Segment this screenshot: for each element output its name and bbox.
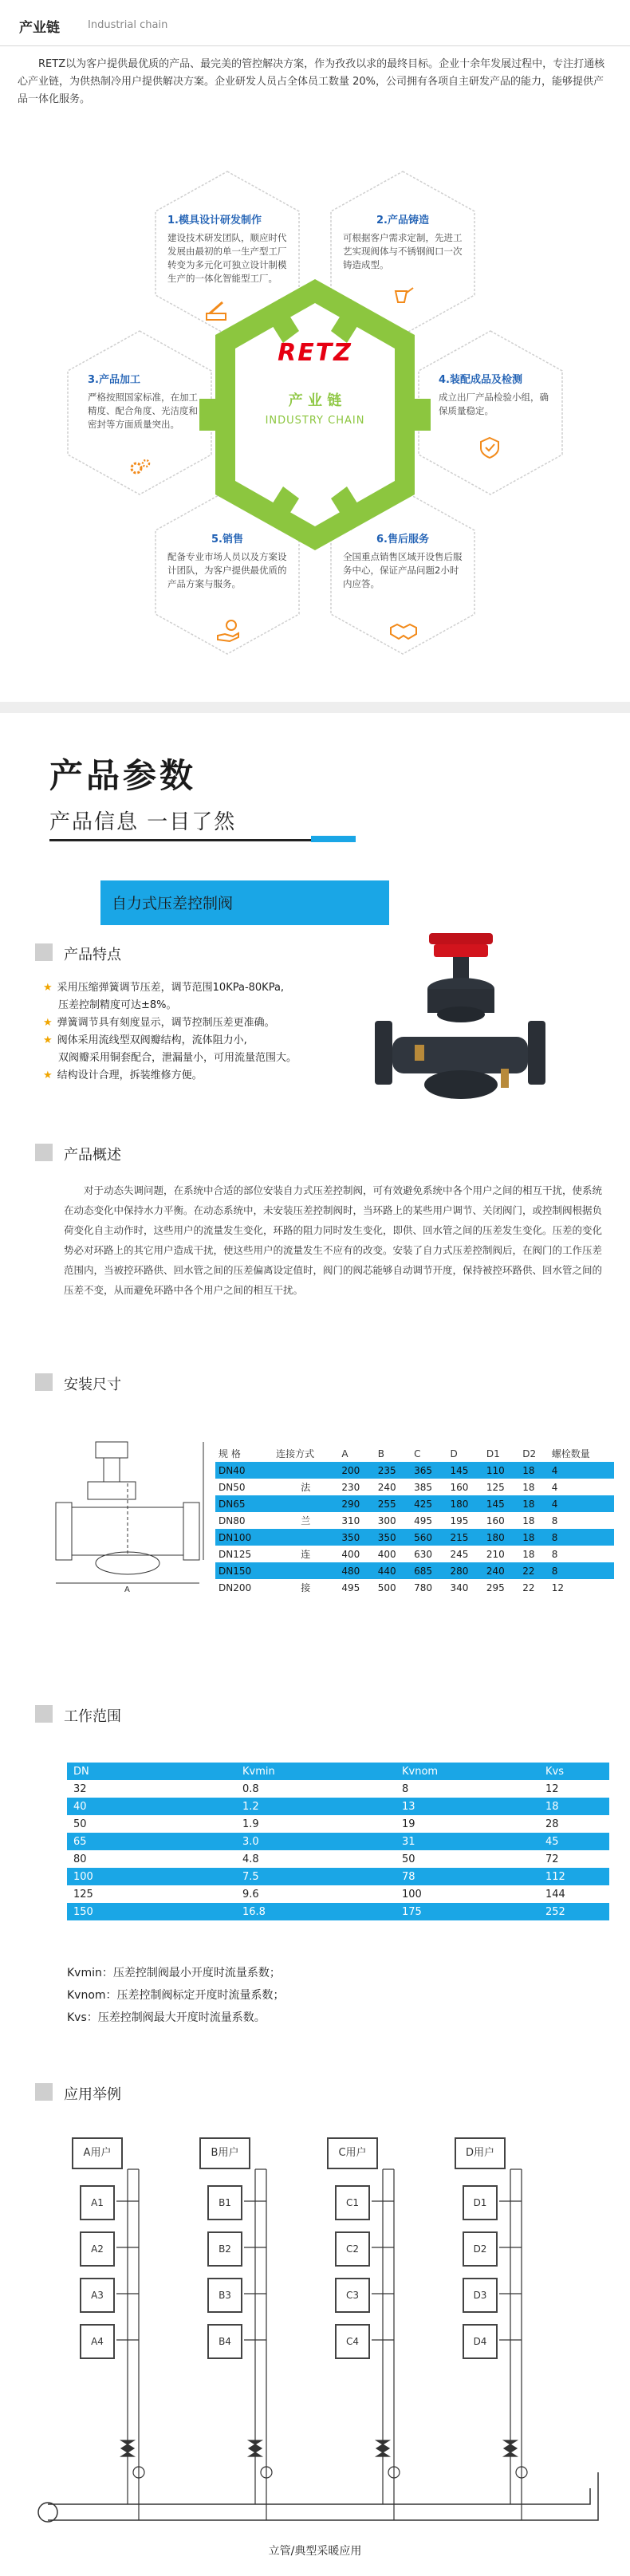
table-cell: 72 [545, 1850, 609, 1868]
table-row [215, 1529, 614, 1546]
table-row [215, 1546, 614, 1562]
table-cell: 0.8 [242, 1780, 402, 1798]
card-title: 6.售后服务 [376, 534, 429, 546]
table-cell: 4 [549, 1495, 614, 1512]
section-marker [35, 1705, 53, 1723]
table-cell: 45 [545, 1833, 609, 1850]
table-cell: 144 [545, 1885, 609, 1903]
user-unit-box: A1 [80, 2185, 115, 2220]
table-cell: 240 [483, 1562, 519, 1579]
user-unit-box: D2 [463, 2231, 498, 2267]
header-title: 产业链 [19, 20, 60, 36]
user-unit-box: C3 [335, 2278, 370, 2313]
table-row [67, 1780, 609, 1798]
table-row [67, 1815, 609, 1833]
user-unit-box: C4 [335, 2324, 370, 2359]
table-cell: 200 [338, 1462, 374, 1479]
table-cell: 8 [549, 1512, 614, 1529]
table-cell: 300 [375, 1512, 411, 1529]
table-cell: 1.2 [242, 1798, 402, 1815]
column-header: Kvnom [402, 1763, 545, 1780]
table-cell: 22 [519, 1562, 549, 1579]
column-header: 螺栓数量 [551, 1448, 590, 1459]
table-cell: 8 [402, 1780, 545, 1798]
table-cell: 100 [402, 1885, 545, 1903]
table-cell: 175 [402, 1903, 545, 1920]
card-text: 可根据客户需求定制，先进工艺实现阀体与不锈钢阀口一次铸造成型。 [343, 232, 463, 270]
connection-cell: 法 [273, 1479, 338, 1495]
card-text: 全国重点销售区域开设售后服务中心，保证产品问题2小时内应答。 [343, 551, 463, 589]
table-cell: 12 [545, 1780, 609, 1798]
connection-cell [273, 1529, 338, 1546]
hand-coin-icon [215, 618, 241, 644]
table-cell: DN80 [215, 1512, 273, 1529]
work-range-table [67, 1763, 609, 1920]
table-row [215, 1479, 614, 1495]
pipe-network [32, 2121, 606, 2536]
column-header: Kvmin [242, 1763, 402, 1780]
connection-cell: 连 [273, 1546, 338, 1562]
table-cell: 230 [338, 1479, 374, 1495]
table-cell: 7.5 [242, 1868, 402, 1885]
application-diagram [32, 2121, 606, 2536]
note-kvmin: Kvmin：压差控制阀最小开度时流量系数； [67, 1967, 281, 1979]
intro-paragraph: RETZ以为客户提供最优质的产品、最完美的管控解决方案，作为孜孜以求的最终目标。企业十余年发展过程中，专注打通核心产业链，为供热制冷用户提供解决方案。企业研发人员占全体员工数量 20%，公司拥有各项自主研发产品的能力，能够提供产品一体化服务。 [18, 58, 605, 105]
column-header: A [341, 1448, 348, 1459]
features-heading: 产品特点 [64, 947, 121, 963]
install-heading: 安装尺寸 [64, 1377, 121, 1393]
user-unit-box: B4 [207, 2324, 242, 2359]
table-cell: 9.6 [242, 1885, 402, 1903]
overview-text: 对于动态失调问题，在系统中合适的部位安装自力式压差控制阀，可有效避免系统中各个用户之间的相互干扰，使系统在动态变化中保持水力平衡。在动态系统中，未安装压差控制阀时，当环路上的某些用户调节、关闭阀门，或控制阀根据负荷变化自主动作时，这些用户的流量发生变化，环路的阻力同时发生变化，即供、回水管之间的压差发生变化。压差的变化势必对环路上的其它用户造成干扰，使这些用户的流量发生不应有的改变。安装了自力式压差控制阀后，在阀门的工作压差范围内，当被控环路供、回水管之间的压差偏离设定值时，阀门的阀芯能够自动调节开度，保持被控环路供、回水管之间的压差不变，从而避免环路中各个用户之间的相互干扰。 [64, 1184, 603, 1296]
table-cell: DN150 [215, 1562, 273, 1579]
user-unit-box: A2 [80, 2231, 115, 2267]
star-icon: ★ [43, 1069, 53, 1081]
casting-ladle-icon [391, 283, 416, 309]
column-header: Kvs [545, 1763, 609, 1780]
table-cell: 19 [402, 1815, 545, 1833]
table-cell: 3.0 [242, 1833, 402, 1850]
user-unit-box: D3 [463, 2278, 498, 2313]
column-header: 规 格 [219, 1448, 241, 1459]
note-kvs: Kvs：压差控制阀最大开度时流量系数。 [67, 2011, 266, 2024]
table-row [67, 1903, 609, 1920]
section-marker [35, 1373, 53, 1391]
valve-symbol [121, 2440, 134, 2456]
product-image [367, 925, 558, 1125]
table-cell: 4 [549, 1462, 614, 1479]
table-cell: 18 [519, 1512, 549, 1529]
table-cell: 500 [375, 1579, 411, 1596]
user-title: B用户 [199, 2137, 250, 2169]
section-divider [0, 702, 630, 713]
table-cell: 252 [545, 1903, 609, 1920]
industry-chain-diagram [0, 160, 630, 686]
spoke-4 [415, 399, 431, 431]
feature-item: 双阀瓣采用铜套配合，泄漏量小，可用流量范围大。 [58, 1052, 297, 1064]
section-marker [35, 943, 53, 961]
table-row [215, 1512, 614, 1529]
connection-cell: 接 [273, 1579, 338, 1596]
subtitle-accent [311, 836, 356, 842]
user-unit-box: B1 [207, 2185, 242, 2220]
table-cell: 31 [402, 1833, 545, 1850]
user-title: A用户 [72, 2137, 123, 2169]
star-icon: ★ [43, 1034, 53, 1046]
table-cell: 22 [519, 1579, 549, 1596]
center-logo [255, 339, 375, 427]
retz-logo: RETZ [278, 339, 352, 367]
feature-item: ★ 采用压缩弹簧调节压差，调节范围10KPa-80KPa, [43, 982, 285, 994]
table-cell: 560 [411, 1529, 447, 1546]
column-header: 连接方式 [276, 1448, 315, 1459]
table-row [67, 1833, 609, 1850]
table-cell: 255 [375, 1495, 411, 1512]
table-cell: 180 [483, 1529, 519, 1546]
table-cell: DN50 [215, 1479, 273, 1495]
card-text: 成立出厂产品检验小组，确保质量稳定。 [439, 392, 549, 416]
page-header [0, 0, 630, 46]
chain-card-4 [439, 371, 550, 418]
table-header-row [215, 1445, 614, 1462]
svg-text:A: A [124, 1585, 130, 1594]
connection-cell: 兰 [273, 1512, 338, 1529]
table-cell: 8 [549, 1562, 614, 1579]
table-row [215, 1579, 614, 1596]
user-unit-box: B3 [207, 2278, 242, 2313]
user-title: D用户 [455, 2137, 506, 2169]
table-cell: 16.8 [242, 1903, 402, 1920]
table-cell: 385 [411, 1479, 447, 1495]
table-cell: 12 [549, 1579, 614, 1596]
user-unit-box: C2 [335, 2231, 370, 2267]
user-unit-box: A4 [80, 2324, 115, 2359]
table-cell: 50 [402, 1850, 545, 1868]
table-cell: 240 [375, 1479, 411, 1495]
table-cell: 215 [447, 1529, 482, 1546]
product-name-banner: 自力式压差控制阀 [100, 880, 389, 925]
table-cell: 350 [375, 1529, 411, 1546]
params-title: 产品参数 [49, 756, 197, 795]
column-header: D [450, 1448, 458, 1459]
table-row [67, 1850, 609, 1868]
feature-item: ★ 弹簧调节具有刻度显示，调节控制压差更准确。 [43, 1017, 275, 1029]
table-cell: 80 [67, 1850, 242, 1868]
valve-symbol [376, 2440, 389, 2456]
center-title-cn: 产 业 链 [288, 392, 342, 409]
feature-item: ★ 阀体采用流线型双阀瓣结构，流体阻力小, [43, 1034, 247, 1046]
table-cell: 112 [545, 1868, 609, 1885]
table-cell: 290 [338, 1495, 374, 1512]
card-title: 4.装配成品及检测 [439, 374, 522, 386]
table-cell: 28 [545, 1815, 609, 1833]
table-row [67, 1885, 609, 1903]
card-title: 5.销售 [211, 534, 243, 546]
table-cell: 145 [483, 1495, 519, 1512]
table-cell: 13 [402, 1798, 545, 1815]
table-cell: 150 [67, 1903, 242, 1920]
table-cell: 8 [549, 1546, 614, 1562]
valve-symbol [249, 2440, 262, 2456]
table-cell: DN100 [215, 1529, 273, 1546]
card-title: 2.产品铸造 [376, 215, 429, 226]
table-cell: 100 [67, 1868, 242, 1885]
table-cell: DN125 [215, 1546, 273, 1562]
user-unit-box: D4 [463, 2324, 498, 2359]
pencil-ruler-icon [203, 299, 229, 325]
column-header: B [377, 1448, 384, 1459]
chain-card-2 [343, 211, 463, 272]
table-cell: 4 [549, 1479, 614, 1495]
connection-cell [273, 1495, 338, 1512]
card-text: 配备专业市场人员以及方案设计团队，为客户提供最优质的产品方案与服务。 [167, 551, 287, 589]
user-unit-box: A3 [80, 2278, 115, 2313]
table-cell: 340 [447, 1579, 482, 1596]
table-cell: 110 [483, 1462, 519, 1479]
table-row [67, 1798, 609, 1815]
table-cell: 350 [338, 1529, 374, 1546]
header-subtitle: Industrial chain [88, 19, 168, 31]
table-row [215, 1562, 614, 1579]
section-marker [35, 1144, 53, 1161]
table-cell: 400 [375, 1546, 411, 1562]
table-cell: 495 [411, 1512, 447, 1529]
table-cell: 18 [545, 1798, 609, 1815]
table-cell: 235 [375, 1462, 411, 1479]
table-cell: 480 [338, 1562, 374, 1579]
chain-card-3 [88, 371, 199, 431]
chain-card-1 [167, 211, 287, 286]
note-kvnom: Kvnom：压差控制阀标定开度时流量系数； [67, 1989, 285, 2002]
center-title-en: INDUSTRY CHAIN [265, 415, 365, 427]
table-cell: 280 [447, 1562, 482, 1579]
spoke-3 [199, 399, 215, 431]
table-row [215, 1462, 614, 1479]
table-cell: 210 [483, 1546, 519, 1562]
user-title: C用户 [327, 2137, 378, 2169]
column-header: DN [67, 1763, 242, 1780]
column-header: D2 [522, 1448, 537, 1459]
handshake-icon [389, 618, 418, 644]
star-icon: ★ [43, 982, 53, 994]
card-title: 3.产品加工 [88, 374, 140, 386]
table-cell: 495 [338, 1579, 374, 1596]
table-cell: 18 [519, 1529, 549, 1546]
overview-heading: 产品概述 [64, 1147, 121, 1164]
table-cell: 425 [411, 1495, 447, 1512]
subtitle-underline [49, 839, 352, 841]
table-cell: 18 [519, 1495, 549, 1512]
install-drawing [48, 1436, 207, 1595]
table-cell: 125 [67, 1885, 242, 1903]
table-cell: 145 [447, 1462, 482, 1479]
table-cell: 195 [447, 1512, 482, 1529]
work-notes [67, 1962, 466, 2029]
user-unit-box: D1 [463, 2185, 498, 2220]
work-heading: 工作范围 [64, 1708, 121, 1725]
params-subtitle: 产品信息 一目了然 [49, 810, 237, 834]
table-cell: 685 [411, 1562, 447, 1579]
table-cell: 180 [447, 1495, 482, 1512]
valve-symbol [504, 2440, 517, 2456]
table-cell: 18 [519, 1479, 549, 1495]
card-text: 建设技术研发团队，顺应时代发展由最初的单一生产型工厂转变为多元化可独立设计制模生产的一体化智能型工厂。 [167, 232, 287, 284]
card-title: 1.模具设计研发制作 [167, 215, 262, 226]
application-heading: 应用举例 [64, 2086, 121, 2103]
table-cell: 8 [549, 1529, 614, 1546]
table-cell: 160 [447, 1479, 482, 1495]
table-cell: 365 [411, 1462, 447, 1479]
table-cell: 18 [519, 1462, 549, 1479]
table-cell: 295 [483, 1579, 519, 1596]
table-cell: 50 [67, 1815, 242, 1833]
table-cell: DN40 [215, 1462, 273, 1479]
table-cell: 1.9 [242, 1815, 402, 1833]
diagram-caption: 立管/典型采暖应用 [268, 2545, 362, 2558]
table-cell: DN200 [215, 1579, 273, 1596]
quality-check-icon [477, 435, 502, 460]
column-header: D1 [486, 1448, 500, 1459]
table-cell: 160 [483, 1512, 519, 1529]
table-row [215, 1495, 614, 1512]
card-text: 严格按照国家标准，在加工精度、配合角度、光洁度和密封等方面质量突出。 [88, 392, 198, 430]
chain-card-5 [167, 530, 287, 591]
user-unit-box: C1 [335, 2185, 370, 2220]
table-cell: 65 [67, 1833, 242, 1850]
table-cell: 630 [411, 1546, 447, 1562]
connection-cell [273, 1462, 338, 1479]
feature-item: ★ 结构设计合理，拆装维修方便。 [43, 1069, 203, 1081]
install-table [215, 1445, 614, 1596]
table-cell: 125 [483, 1479, 519, 1495]
table-header-row [67, 1763, 609, 1780]
table-cell: 440 [375, 1562, 411, 1579]
table-cell: 4.8 [242, 1850, 402, 1868]
connection-cell [273, 1562, 338, 1579]
column-header: C [414, 1448, 421, 1459]
table-cell: 310 [338, 1512, 374, 1529]
table-cell: 78 [402, 1868, 545, 1885]
table-cell: 400 [338, 1546, 374, 1562]
features-list [43, 979, 346, 1085]
table-cell: 780 [411, 1579, 447, 1596]
table-cell: 32 [67, 1780, 242, 1798]
table-cell: DN65 [215, 1495, 273, 1512]
table-cell: 245 [447, 1546, 482, 1562]
star-icon: ★ [43, 1017, 53, 1029]
feature-item: 压差控制精度可达±8%。 [58, 999, 177, 1011]
gears-icon [128, 455, 153, 480]
section-marker [35, 2083, 53, 2101]
table-row [67, 1868, 609, 1885]
table-cell: 40 [67, 1798, 242, 1815]
user-unit-box: B2 [207, 2231, 242, 2267]
chain-card-6 [343, 530, 463, 591]
table-cell: 18 [519, 1546, 549, 1562]
